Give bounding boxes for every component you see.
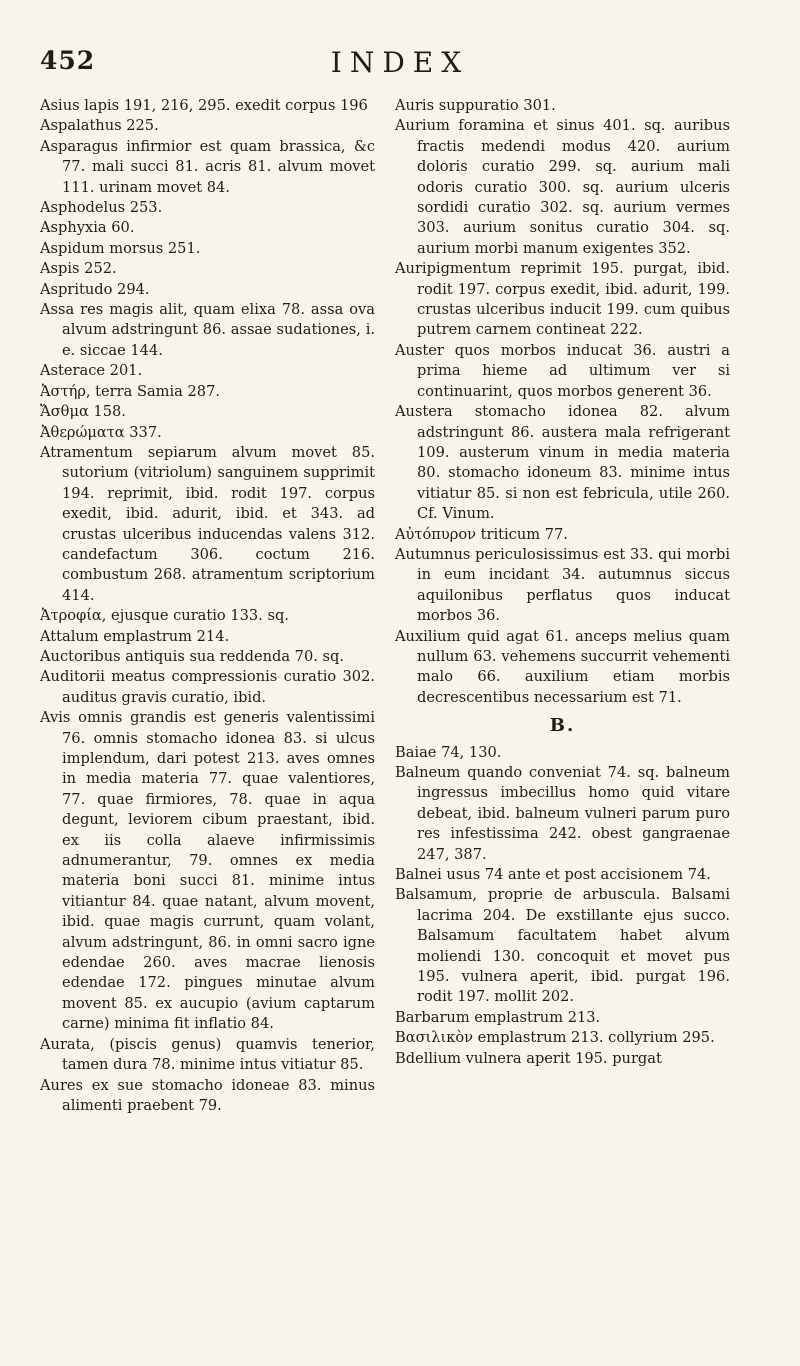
right-column <box>395 96 730 1069</box>
index-entry: Aspidum morsus 251. <box>40 239 201 257</box>
index-entry: Atramentum sepiarum alvum movet 85. sutorium (vitriolum) sanguinem supprimit 194. reprimit, ibid. rodit 197. corpus exedit, ibid. adurit, ibid. et 343. ad crustas ulceribus inducendas valens 312. candefactum 306. coctum 216. combustum 268. atramentum scriptorium 414. <box>40 443 375 604</box>
index-entry: Baiae 74, 130. <box>395 743 502 761</box>
index-entry: Austera stomacho idonea 82. alvum adstringunt 86. austera mala refrigerant 109. austerum vinum in media materia 80. stomacho idoneum 83. minime intus vitiatur 85. si non est febricula, utile 260. Cf. Vinum. <box>395 403 730 523</box>
index-entry: Bdellium vulnera aperit 195. purgat <box>395 1049 662 1067</box>
right-column-entries <box>395 96 730 708</box>
page-header <box>40 46 760 86</box>
index-entry: Auris suppuratio 301. <box>395 97 556 114</box>
index-entry: Aurium foramina et sinus 401. sq. auribus fractis medendi modus 420. aurium doloris curatio 299. sq. aurium mali odoris curatio 300. sq. aurium ulceris sordidi curatio 302. sq. aurium vermes 303. aurium sonitus curatio 304. sq. aurium morbi manum exigentes 352. <box>395 117 730 257</box>
index-entry: Asterace 201. <box>40 362 143 380</box>
index-entry: Balsamum, proprie de arbuscula. Balsami lacrima 204. De exstillante ejus succo. Balsamum facultatem habet alvum moliendi 130. concoquit et movet pus 195. vulnera aperit, ibid. purgat 196. rodit 197. mollit 202. <box>395 886 730 1006</box>
index-entry: Ἄσθμα 158. <box>40 403 126 421</box>
index-entry: Auctoribus antiquis sua reddenda 70. sq. <box>40 647 345 665</box>
page-number: 452 <box>40 46 96 75</box>
index-entry: Asphodelus 253. <box>40 199 163 217</box>
running-title: INDEX <box>330 46 470 79</box>
index-entry: Auripigmentum reprimit 195. purgat, ibid. rodit 197. corpus exedit, ibid. adurit, 199. crustas ulceribus inducit 199. cum quibus putrem carnem contineat 222. <box>395 260 730 339</box>
index-entry: Βασιλικὸν emplastrum 213. collyrium 295. <box>395 1029 715 1047</box>
section-heading-b: B. <box>549 715 576 737</box>
index-entry: Auditorii meatus compressionis curatio 302. auditus gravis curatio, ibid. <box>40 668 375 706</box>
index-entry: Assa res magis alit, quam elixa 78. assa ova alvum adstringunt 86. assae sudationes, i. e. siccae 144. <box>40 301 375 359</box>
index-entry: Attalum emplastrum 214. <box>40 627 230 645</box>
index-entry: Autumnus periculosissimus est 33. qui morbi in eum incidant 34. autumnus siccus aquilonibus perflatus quos inducat morbos 36. <box>395 545 730 625</box>
index-entry: Aspis 252. <box>40 260 117 278</box>
index-entry: Auster quos morbos inducat 36. austri a prima hieme ad ultimum ver si continuarint, quos morbos generent 36. <box>395 341 730 400</box>
index-entry: Ἀστήρ, terra Samia 287. <box>40 382 221 400</box>
index-entry: Avis omnis grandis est generis valentissimi 76. omnis stomacho idonea 83. si ulcus implendum, dari potest 213. aves omnes in media materia 77. quae valentiores, 77. quae firmiores, 78. quae in aqua degunt, leviorem cibum praestant, ibid. ex iis colla alaeve infirmissimis adnumerantur, 79. omnes ex media materia boni succi 81. minime intus vitiantur 84. quae natant, alvum movent, ibid. quae magis currunt, quam volant, alvum adstringunt, 86. in omni sacro igne edendae 260. aves macrae lienosis edendae 172. pingues minutae alvum movent 85. ex aucupio (avium captarum carne) minima fit inflatio 84. <box>40 709 375 1033</box>
index-entry: Aspritudo 294. <box>40 280 150 298</box>
index-entry: Balnei usus 74 ante et post accisionem 74. <box>395 866 711 884</box>
index-entry: Asius lapis 191, 216, 295. exedit corpus 196 <box>40 97 368 114</box>
index-entry: Ἀτροφία, ejusque curatio 133. sq. <box>40 607 289 625</box>
index-entry: Ἀθερώματα 337. <box>40 423 162 441</box>
index-entry: Balneum quando conveniat 74. sq. balneum ingressus imbecillus homo quid vitare debeat, ibid. balneum vulneri parum puro res infestissima 242. obest gangraenae 247, 387. <box>395 764 730 863</box>
index-entry: Aspalathus 225. <box>40 117 159 135</box>
index-entry: Barbarum emplastrum 213. <box>395 1008 601 1026</box>
index-entry: Aurata, (piscis genus) quamvis tenerior, tamen dura 78. minime intus vitiatur 85. <box>40 1035 375 1074</box>
index-entry: Asphyxia 60. <box>40 219 135 237</box>
left-column <box>40 96 375 1116</box>
section-b-entries <box>395 743 730 1070</box>
index-entry: Αὐτόπυρον triticum 77. <box>395 525 568 543</box>
index-entry: Auxilium quid agat 61. anceps melius quam nullum 63. vehemens succurrit vehementi malo 66. auxilium etiam morbis decrescentibus necessarium est 71. <box>395 627 730 706</box>
index-entry: Asparagus infirmior est quam brassica, &c 77. mali succi 81. acris 81. alvum movet 111. urinam movet 84. <box>40 137 375 196</box>
index-entry: Aures ex sue stomacho idoneae 83. minus alimenti praebent 79. <box>40 1076 375 1114</box>
